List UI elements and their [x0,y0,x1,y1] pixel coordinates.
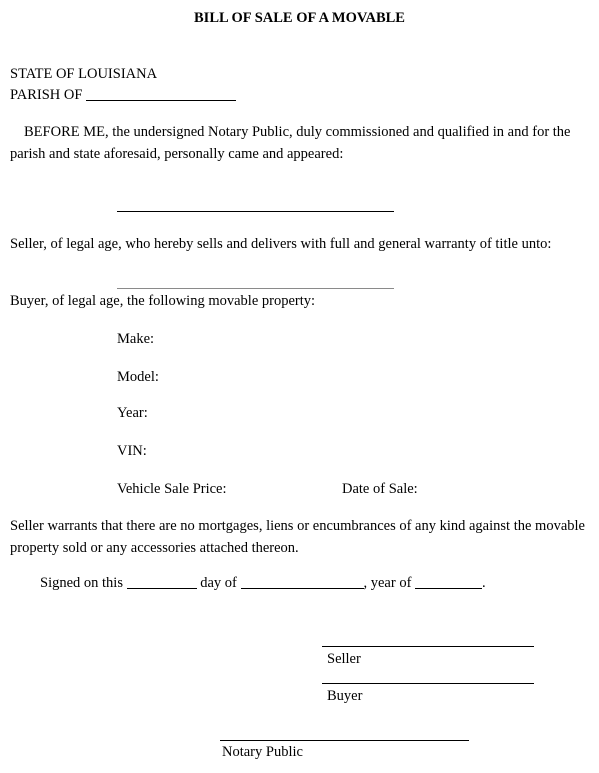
buyer-signature-label: Buyer [327,688,363,704]
vin-label: VIN: [117,443,147,459]
day-blank[interactable] [127,574,197,590]
warranty-paragraph: Seller warrants that there are no mortgages, liens or encumbrances of any kind against the movable property sold or any accessories attached thereon. [10,518,585,556]
document-title: BILL OF SALE OF A MOVABLE [194,10,405,26]
seller-signature-line[interactable] [322,646,534,647]
state-line: STATE OF LOUISIANA [10,66,158,82]
seller-paragraph: Seller, of legal age, who hereby sells and delivers with full and general warranty of title unto: [10,236,552,252]
parish-label: PARISH OF [10,87,83,103]
month-blank[interactable] [241,574,364,590]
buyer-name-line[interactable] [117,288,394,289]
buyer-paragraph: Buyer, of legal age, the following movable property: [10,293,316,309]
signed-on-label: Signed on this [40,575,123,591]
intro-paragraph: BEFORE ME, the undersigned Notary Public, duly commissioned and qualified in and for the parish and state aforesaid, personally came and appeared: [10,124,571,162]
parish-line [10,85,236,106]
year-label: Year: [117,405,148,421]
make-label: Make: [117,331,155,347]
sale-price-label: Vehicle Sale Price: [117,481,227,497]
buyer-signature-line[interactable] [322,683,534,684]
model-label: Model: [117,369,159,385]
signed-period: . [482,575,486,591]
year-of-label: , year of [363,575,412,591]
day-of-label: day of [200,575,237,591]
date-of-sale-label: Date of Sale: [342,481,418,497]
notary-signature-label: Notary Public [222,744,303,760]
seller-signature-label: Seller [327,651,361,667]
signed-line [40,573,486,594]
parish-blank[interactable] [86,86,236,102]
year-blank[interactable] [415,574,482,590]
notary-signature-line[interactable] [220,740,469,741]
seller-name-line[interactable] [117,211,394,212]
